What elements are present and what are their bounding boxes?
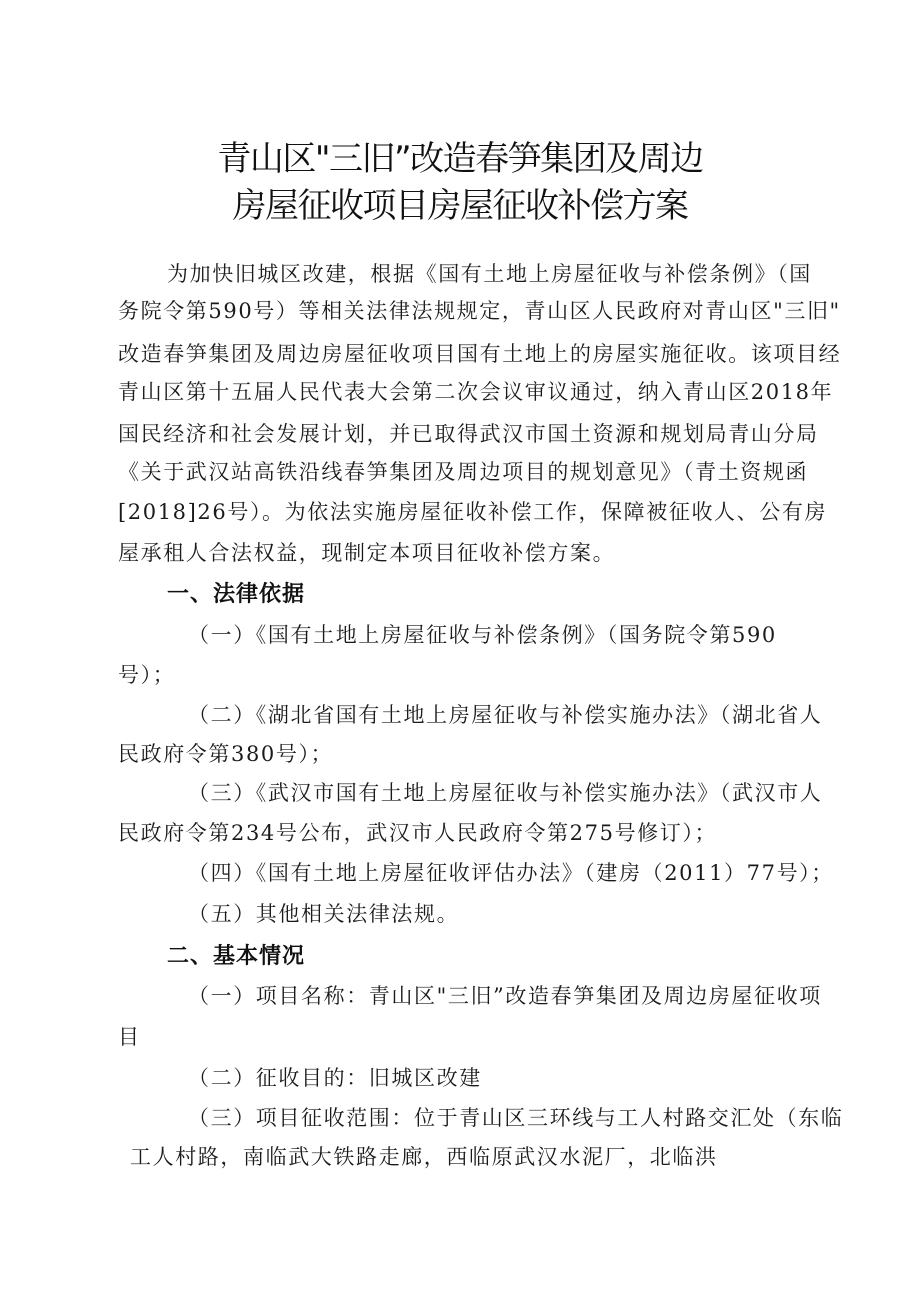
intro-line: 务院令第590号）等相关法律法规规定，青山区人民政府对青山区"三旧" bbox=[118, 299, 841, 323]
intro-line: 为加快旧城区改建，根据《国有土地上房屋征收与补偿条例》（国 bbox=[167, 262, 812, 286]
basic-info-line: （一）项目名称：青山区"三旧”改造春笋集团及周边房屋征收项 bbox=[188, 984, 822, 1008]
intro-line: 《关于武汉站高铁沿线春笋集团及周边项目的规划意见》（青土资规函 bbox=[118, 460, 809, 484]
legal-basis-line: （五）其他相关法律法规。 bbox=[188, 902, 460, 926]
document-title-line-1: 青山区"三旧”改造春笋集团及周边 bbox=[217, 139, 703, 179]
section-heading-legal-basis: 一、法律依据 bbox=[167, 582, 306, 607]
document-title-line-2: 房屋征收项目房屋征收补偿方案 bbox=[232, 186, 688, 226]
legal-basis-line: （四）《国有土地上房屋征收评估办法》（建房（2011）77号）； bbox=[188, 861, 834, 885]
intro-line: 青山区第十五届人民代表大会第二次会议审议通过，纳入青山区2018年 bbox=[118, 380, 834, 404]
legal-basis-line: （二）《湖北省国有土地上房屋征收与补偿实施办法》（湖北省人 bbox=[188, 703, 823, 727]
section-heading-basic-info: 二、基本情况 bbox=[167, 944, 306, 969]
intro-line: [2018]26号）。为依法实施房屋征收补偿工作，保障被征收人、公有房 bbox=[118, 500, 828, 524]
basic-info-line: 目 bbox=[118, 1025, 141, 1049]
intro-line: 改造春笋集团及周边房屋征收项目国有土地上的房屋实施征收。该项目经 bbox=[118, 342, 842, 366]
legal-basis-line: （一）《国有土地上房屋征收与补偿条例》（国务院令第590 bbox=[188, 623, 777, 647]
intro-line: 屋承租人合法权益，现制定本项目征收补偿方案。 bbox=[118, 541, 616, 565]
legal-basis-line: 号）； bbox=[118, 663, 176, 687]
basic-info-line: （二）征收目的：旧城区改建 bbox=[188, 1066, 482, 1090]
legal-basis-line: （三）《武汉市国有土地上房屋征收与补偿实施办法》（武汉市人 bbox=[188, 781, 823, 805]
basic-info-line: 工人村路，南临武大铁路走廊，西临原武汉水泥厂，北临洪 bbox=[130, 1145, 718, 1169]
basic-info-line: （三）项目征收范围：位于青山区三环线与工人村路交汇处（东临 bbox=[188, 1106, 844, 1130]
legal-basis-line: 民政府令第380号）； bbox=[118, 742, 334, 766]
intro-line: 国民经济和社会发展计划，并已取得武汉市国土资源和规划局青山分局 bbox=[118, 422, 819, 446]
legal-basis-line: 民政府令第234号公布，武汉市人民政府令第275号修订）； bbox=[118, 821, 718, 845]
